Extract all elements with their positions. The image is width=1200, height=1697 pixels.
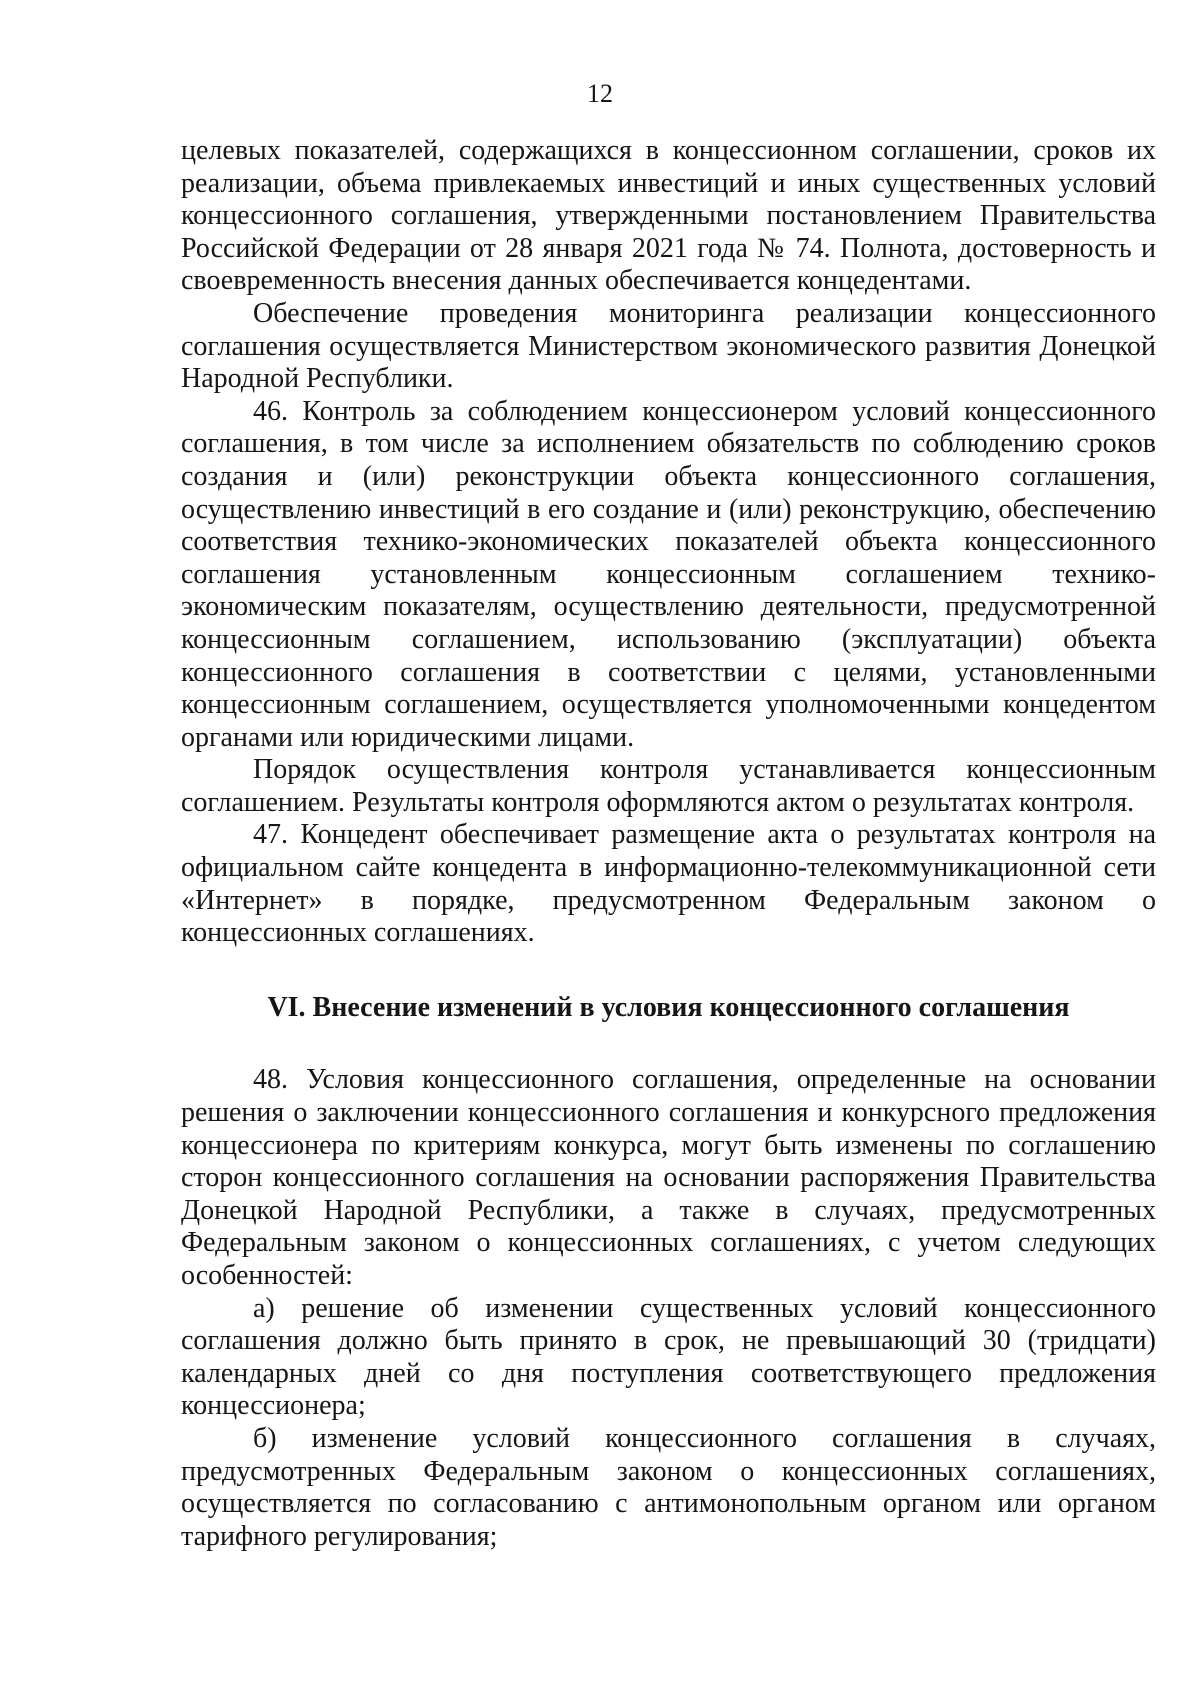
paragraph-46: 46. Контроль за соблюдением концессионером условий концессионного соглашения, в том числе за исполнением обязательств по соблюдению сроков создания и (или) реконструкции объекта концессионного соглашения, осуществлению инвестиций в его создание и (или) реконструкцию, обеспечению соответствия технико-экономических показателей объекта концессионного соглашения установленным концессионным соглашением технико-экономическим показателям, осуществлению деятельности, предусмотренной концессионным соглашением, использованию (эксплуатации) объекта концессионного соглашения в соответствии с целями, установленными концессионным соглашением, осуществляется уполномоченными концедентом органами или юридическими лицами. (181, 395, 1156, 753)
document-body (181, 135, 1156, 1553)
paragraph-monitoring: Обеспечение проведения мониторинга реализации концессионного соглашения осуществляется Министерством экономического развития Донецкой Народной Республики. (181, 297, 1156, 395)
paragraph-48-a: а) решение об изменении существенных условий концессионного соглашения должно быть принято в срок, не превышающий 30 (тридцати) календарных дней со дня поступления соответствующего предложения концессионера; (181, 1292, 1156, 1422)
page-number: 12 (587, 79, 613, 108)
paragraph-control-order: Порядок осуществления контроля устанавливается концессионным соглашением. Результаты контроля оформляются актом о результатах контроля. (181, 754, 1156, 818)
paragraph-48-b: б) изменение условий концессионного соглашения в случаях, предусмотренных Федеральным законом о концессионных соглашениях, осуществляется по согласованию с антимонопольным органом или органом тарифного регулирования; (181, 1422, 1156, 1552)
section-heading: VI. Внесение изменений в условия концессионного соглашения (267, 991, 1070, 1023)
paragraph-47: 47. Концедент обеспечивает размещение акта о результатах контроля на официальном сайте концедента в информационно-телекоммуникационной сети «Интернет» в порядке, предусмотренном Федеральным законом о концессионных соглашениях. (181, 819, 1156, 949)
paragraph-48: 48. Условия концессионного соглашения, определенные на основании решения о заключении концессионного соглашения и конкурсного предложения концессионера по критериям конкурса, могут быть изменены по соглашению сторон концессионного соглашения на основании распоряжения Правительства Донецкой Народной Республики, а также в случаях, предусмотренных Федеральным законом о концессионных соглашениях, с учетом следующих особенностей: (181, 1064, 1156, 1291)
paragraph-continuation: целевых показателей, содержащихся в концессионном соглашении, сроков их реализации, объема привлекаемых инвестиций и иных существенных условий концессионного соглашения, утвержденными постановлением Правительства Российской Федерации от 28 января 2021 года № 74. Полнота, достоверность и своевременность внесения данных обеспечивается концедентами. (181, 135, 1156, 297)
